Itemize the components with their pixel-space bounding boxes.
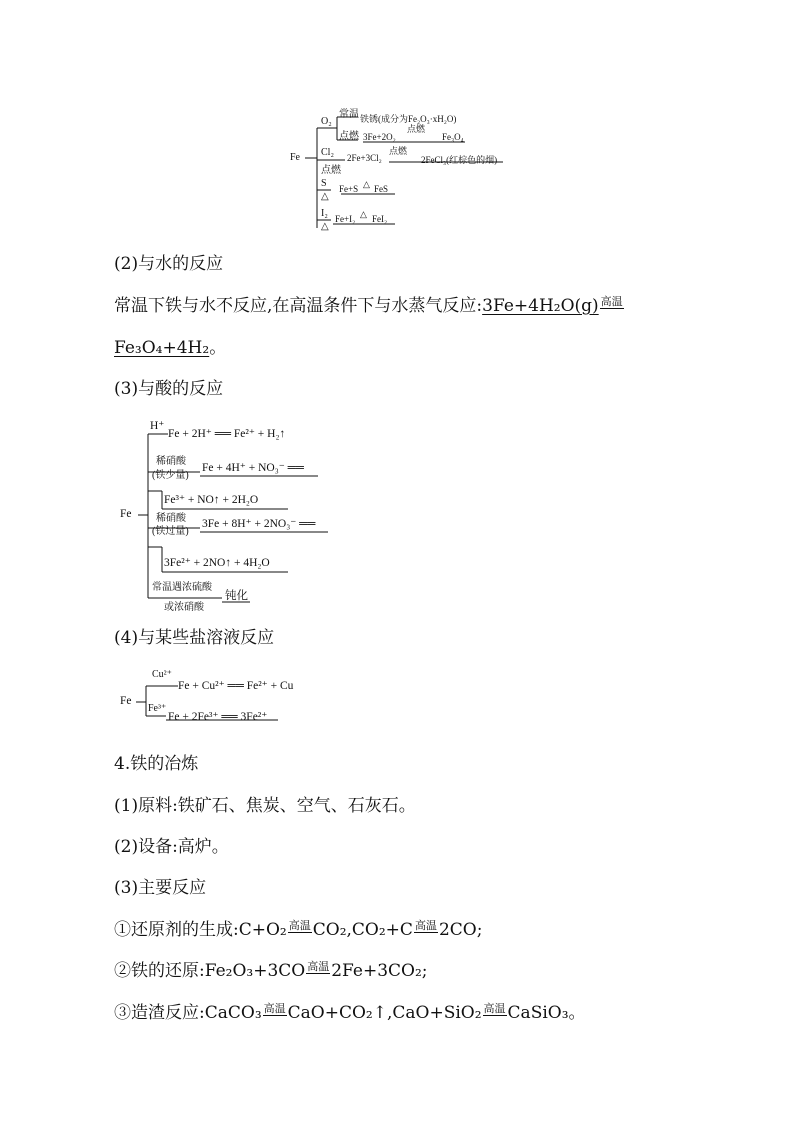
acid-reagent-3b: (铁过量) bbox=[152, 526, 189, 537]
salt-reagent-cu: Cu²⁺ bbox=[152, 669, 172, 680]
acid-diagram-lines bbox=[118, 414, 338, 610]
water-text: 常温下铁与水不反应,在高温条件下与水蒸气反应: bbox=[114, 296, 483, 316]
heading-smelting: 4.铁的冶炼 bbox=[114, 754, 199, 774]
r2-eq-cond: 高温 bbox=[307, 960, 330, 973]
r3-eq1-lhs: CaCO₃ bbox=[204, 1003, 262, 1023]
acid-reagent-4b: 或浓硝酸 bbox=[164, 602, 204, 613]
condition-cl2: 点燃 bbox=[321, 165, 341, 176]
r3-sep: , bbox=[386, 1003, 393, 1023]
eq-fe-i2-cond: △ bbox=[360, 209, 367, 219]
reagent-cl2: Cl₂ bbox=[321, 147, 334, 158]
r3-eq1-cond: 高温 bbox=[263, 1002, 286, 1015]
salt-eq-2: Fe + 2Fe³⁺ ══ 3Fe²⁺ bbox=[168, 711, 268, 723]
eq-fe-s-lhs: Fe+S bbox=[339, 184, 359, 194]
diagram-root: Fe bbox=[290, 152, 300, 163]
acid-eq-1: Fe + 2H⁺ ══ Fe²⁺ + H₂↑ bbox=[168, 428, 286, 440]
water-reaction-line-2 bbox=[114, 336, 226, 360]
acid-eq-3-lhs: 3Fe + 8H⁺ + 2NO₃⁻ ══ bbox=[202, 518, 316, 530]
r1-eq1-rhs: CO₂ bbox=[312, 920, 347, 940]
acid-reagent-2a: 稀硝酸 bbox=[156, 456, 186, 467]
condition-ignite: 点燃 bbox=[339, 131, 359, 142]
acid-reagent-3a: 稀硝酸 bbox=[156, 513, 186, 524]
r1-eq1-lhs: C+O₂ bbox=[238, 920, 287, 940]
reaction-3 bbox=[114, 1001, 586, 1025]
water-reaction-line bbox=[114, 294, 625, 318]
water-eq-rhs: Fe₃O₄+4H₂ bbox=[114, 338, 210, 358]
eq-fe-o2-lhs: 3Fe+2O₂ bbox=[363, 132, 396, 142]
salt-eq-1: Fe + Cu²⁺ ══ Fe²⁺ + Cu bbox=[178, 680, 294, 692]
r3-eq2-rhs: CaSiO₃ bbox=[507, 1003, 569, 1023]
smelting-main-reactions: (3)主要反应 bbox=[114, 878, 207, 898]
r1-end: ; bbox=[476, 920, 483, 940]
r1-eq1-cond: 高温 bbox=[288, 919, 311, 932]
acid-reagent-4a: 常温遇浓硫酸 bbox=[152, 582, 212, 593]
reaction-1 bbox=[114, 918, 482, 942]
r2-end: ; bbox=[421, 961, 428, 981]
r2-eq-rhs: 2Fe+3CO₂ bbox=[331, 961, 422, 981]
eq-fe-cl2-rhs: 2FeCl₃(红棕色的烟) bbox=[421, 155, 498, 165]
r2-label: ②铁的还原: bbox=[114, 961, 205, 981]
r1-eq2-lhs: CO₂+C bbox=[351, 920, 413, 940]
eq-fe-s-rhs: FeS bbox=[374, 184, 389, 194]
eq-fe-o2-rhs: Fe₃O₄ bbox=[442, 132, 464, 142]
rust-product: 铁锈(成分为Fe₂O₃·xH₂O) bbox=[360, 114, 457, 124]
heading-water: (2)与水的反应 bbox=[114, 254, 224, 274]
eq-fe-i2-rhs: FeI₂ bbox=[372, 214, 388, 224]
r1-eq2-rhs: 2CO bbox=[438, 920, 477, 940]
condition-room-temp: 常温 bbox=[339, 109, 359, 120]
r3-eq2-cond: 高温 bbox=[483, 1002, 506, 1015]
eq-fe-i2-lhs: Fe+I₂ bbox=[335, 214, 356, 224]
acid-result-passivation: 钝化 bbox=[225, 590, 248, 602]
r1-eq2-cond: 高温 bbox=[414, 919, 437, 932]
reaction-2 bbox=[114, 959, 428, 983]
water-eq-condition: 高温 bbox=[600, 295, 623, 308]
reagent-s: S bbox=[321, 178, 327, 189]
condition-s: △ bbox=[321, 191, 329, 202]
fe-acid-diagram bbox=[118, 414, 338, 613]
r1-label: ①还原剂的生成: bbox=[114, 920, 239, 940]
r3-end: 。 bbox=[568, 1003, 586, 1023]
r3-eq2-lhs: CaO+SiO₂ bbox=[392, 1003, 482, 1023]
eq-fe-cl2-cond: 点燃 bbox=[389, 146, 408, 156]
acid-eq-2-rhs: Fe³⁺ + NO↑ + 2H₂O bbox=[164, 494, 259, 506]
r3-eq1-rhs: CaO+CO₂↑ bbox=[287, 1003, 387, 1023]
smelting-equipment: (2)设备:高炉。 bbox=[114, 837, 229, 857]
salt-root: Fe bbox=[120, 695, 132, 707]
reagent-o2: O₂ bbox=[321, 116, 332, 127]
fe-nonmetal-diagram bbox=[285, 100, 515, 235]
r2-eq-lhs: Fe₂O₃+3CO bbox=[204, 961, 306, 981]
condition-i2: △ bbox=[321, 221, 329, 232]
eq-fe-cl2-lhs: 2Fe+3Cl₂ bbox=[347, 153, 382, 163]
acid-reagent-2b: (铁少量) bbox=[152, 470, 189, 481]
acid-root: Fe bbox=[120, 508, 132, 520]
eq-fe-s-cond: △ bbox=[363, 179, 370, 189]
fe-salt-diagram bbox=[118, 664, 338, 730]
water-eq-lhs: 3Fe+4H₂O(g) bbox=[482, 296, 599, 316]
r1-sep: , bbox=[346, 920, 352, 940]
eq-fe-o2-cond: 点燃 bbox=[407, 124, 426, 134]
reagent-i2: I₂ bbox=[321, 208, 328, 219]
water-end: 。 bbox=[209, 338, 227, 358]
heading-salt: (4)与某些盐溶液反应 bbox=[114, 628, 275, 648]
salt-reagent-fe3: Fe³⁺ bbox=[148, 703, 167, 714]
smelting-materials: (1)原料:铁矿石、焦炭、空气、石灰石。 bbox=[114, 796, 416, 816]
acid-eq-3-rhs: 3Fe²⁺ + 2NO↑ + 4H₂O bbox=[164, 557, 270, 569]
r3-label: ③造渣反应: bbox=[114, 1003, 205, 1023]
acid-eq-2-lhs: Fe + 4H⁺ + NO₃⁻ ══ bbox=[202, 462, 304, 474]
acid-reagent-h: H⁺ bbox=[150, 420, 165, 432]
heading-acid: (3)与酸的反应 bbox=[114, 379, 224, 399]
